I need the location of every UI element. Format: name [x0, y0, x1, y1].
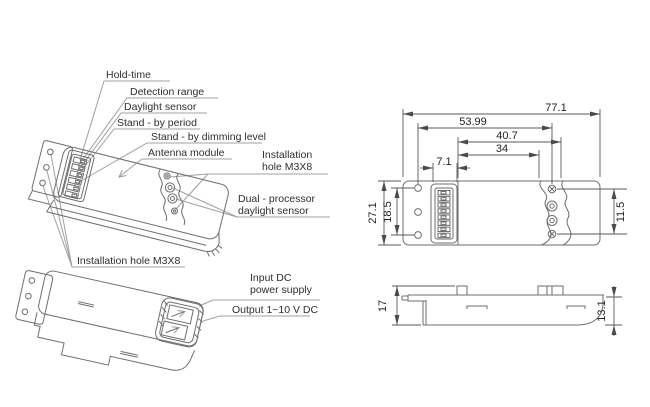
label-input-1: Input DC	[250, 272, 292, 284]
label-detection-range: Detection range	[130, 86, 205, 98]
dim-inner-width-a: 40.7	[496, 130, 518, 142]
dim-right-hole-span: 11.5	[615, 201, 627, 223]
terminal-block	[154, 296, 206, 348]
ortho-side-view	[402, 286, 604, 325]
install-hole-top	[164, 173, 170, 179]
side-view-left-edge	[423, 301, 426, 325]
label-dual-2: daylight sensor	[238, 205, 309, 217]
dim-mounting-span: 53.99	[459, 116, 487, 128]
side-view-flange-bar	[408, 295, 427, 301]
label-standby-dimming: Stand - by dimming level	[151, 131, 266, 143]
label-install-top-2: hole M3X8	[262, 161, 313, 173]
dip-switches-ortho	[438, 191, 450, 238]
terminal-output-opening	[161, 321, 187, 340]
label-install-bottom: Installation hole M3X8	[77, 255, 181, 267]
cutout-right-ortho	[562, 181, 571, 245]
label-install-top-1: Installation	[262, 149, 313, 161]
label-standby-period: Stand - by period	[117, 117, 197, 129]
perspective-bottom-view	[10, 265, 207, 383]
ortho-top-view	[403, 181, 600, 245]
dim-dip-width: 7.1	[436, 156, 452, 168]
side-view-body-outline	[423, 295, 603, 325]
flange-holes	[39, 148, 54, 186]
label-daylight-sensor: Daylight sensor	[124, 101, 197, 113]
side-view-foot-2	[567, 306, 585, 309]
label-input-2: power supply	[250, 284, 312, 296]
label-dual-1: Dual - processor	[238, 193, 316, 205]
label-output: Output 1~10 V DC	[232, 304, 319, 316]
daylight-sensor-lens-1	[165, 183, 174, 192]
dim-flange-hole-span: 18.5	[382, 201, 394, 223]
dim-inner-width-b: 34	[495, 143, 509, 155]
dim-body-height: 13.1	[596, 300, 608, 322]
body-side-seam	[50, 206, 207, 245]
daylight-sensor-lens-2	[168, 194, 177, 203]
leader-output-arrow	[203, 316, 220, 321]
label-antenna-module: Antenna module	[148, 147, 225, 159]
wire-arrow-output	[166, 325, 179, 335]
flange-holes-ortho	[415, 185, 422, 239]
leader-dual-b	[176, 199, 237, 217]
cutout-left-ortho	[540, 181, 551, 245]
label-hold-time: Hold-time	[106, 69, 151, 81]
mounting-flange-2	[15, 270, 53, 325]
side-view-tab-1	[457, 286, 467, 295]
leader-install-bottom-b	[47, 171, 72, 267]
terminal-input-opening	[167, 305, 193, 324]
dim-overall-depth: 27.1	[367, 202, 379, 224]
dim-overall-height: 17	[377, 299, 389, 313]
dim-overall-width: 77.1	[545, 102, 567, 114]
dimension-labels	[367, 102, 627, 322]
side-view-tab-2-lines	[547, 286, 552, 295]
side-view-left-stub	[402, 296, 408, 300]
sensor-cluster	[159, 169, 185, 225]
callout-labels	[77, 69, 319, 316]
case-slots	[69, 302, 146, 358]
device-body-2	[37, 269, 205, 347]
side-view-tab-2	[538, 286, 563, 295]
wire-arrow-input	[171, 309, 184, 319]
side-view-foot-1	[467, 306, 487, 309]
install-hole-bottom	[172, 208, 178, 214]
